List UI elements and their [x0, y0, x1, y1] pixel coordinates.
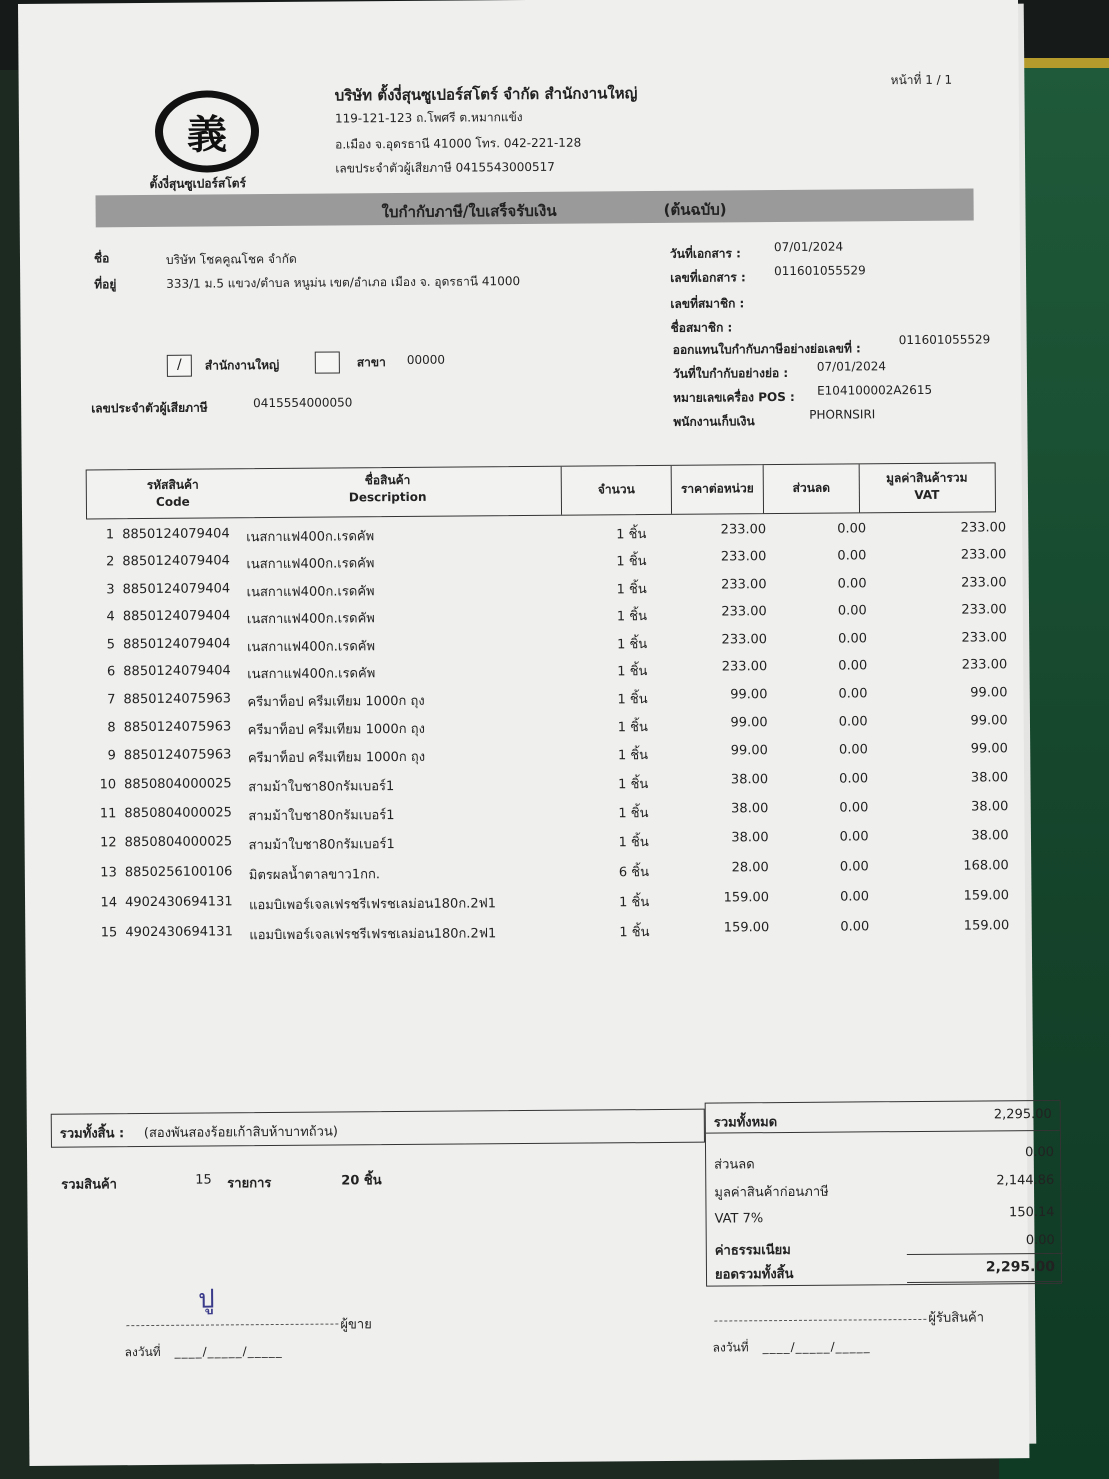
item-discount: 0.00 [837, 521, 867, 537]
pos-number-label: หมายเลขเครื่อง POS : [673, 389, 795, 405]
header-discount-cell [763, 464, 859, 513]
item-quantity: 1 ชิ้น [616, 582, 647, 598]
customer-address-label: ที่อยู่ [94, 277, 117, 292]
buyer-date-blank: ____/_____/_____ [762, 1339, 871, 1355]
item-unit-price: 233.00 [720, 549, 767, 565]
item-description: เนสกาแฟ400ก.เรดคัพ [246, 584, 375, 601]
customer-tax-id-label: เลขประจำตัวผู้เสียภาษี [91, 400, 208, 416]
item-discount: 0.00 [838, 714, 868, 730]
logo-company-name: ตั้งงี่สุนซูเปอร์สโตร์ [149, 176, 247, 191]
buyer-signature-line [714, 1319, 926, 1322]
item-amount: 233.00 [961, 630, 1008, 646]
item-unit-price: 28.00 [731, 860, 769, 876]
pieces-count: 20 ชิ้น [341, 1173, 382, 1189]
item-amount: 233.00 [961, 575, 1007, 591]
row-number: 3 [106, 582, 115, 598]
total-in-words-label: รวมทั้งสิ้น : [59, 1126, 125, 1142]
item-unit-price: 99.00 [730, 715, 768, 731]
item-discount: 0.00 [840, 889, 870, 905]
vat-label: VAT 7% [714, 1211, 764, 1227]
item-unit-price: 233.00 [721, 659, 768, 675]
header-amount-cell [859, 463, 994, 512]
row-number: 14 [100, 895, 118, 911]
pre-vat-value: 2,144.86 [996, 1172, 1055, 1189]
item-quantity: 1 ชิ้น [617, 664, 648, 680]
total-in-words-box [51, 1109, 705, 1148]
item-description: เนสกาแฟ400ก.เรดคัพ [246, 529, 375, 546]
logo-character: 義 [163, 97, 252, 166]
abbreviated-invoice-number: 011601055529 [898, 332, 991, 348]
item-code: 8850256100106 [124, 864, 233, 881]
item-code: 8850804000025 [124, 834, 233, 851]
item-quantity: 1 ชิ้น [619, 925, 650, 941]
header-qty: จำนวน [597, 482, 635, 497]
item-unit-price: 159.00 [723, 920, 770, 936]
seller-signature: ปู [198, 1284, 215, 1315]
item-discount: 0.00 [837, 603, 867, 619]
header-price-cell [671, 465, 763, 514]
table-row [88, 822, 1008, 857]
item-amount: 38.00 [970, 770, 1009, 786]
item-code: 8850124079404 [122, 608, 231, 625]
customer-tax-id: 0415554000050 [253, 395, 353, 411]
header-desc-en: Description [348, 489, 427, 505]
discount-value: 0.00 [1025, 1144, 1055, 1161]
abbreviated-invoice-date: 07/01/2024 [816, 359, 887, 374]
item-code: 8850124075963 [123, 691, 232, 708]
company-name: บริษัท ตั้งงี่สุนซูเปอร์สโตร์ จำกัด สำนักงานใหญ่ [334, 84, 638, 105]
item-unit-price: 233.00 [721, 577, 767, 593]
item-amount: 233.00 [960, 520, 1007, 536]
item-code: 8850804000025 [124, 776, 232, 793]
item-discount: 0.00 [840, 919, 870, 935]
header-code-th: รหัสสินค้า [146, 477, 199, 493]
customer-name: บริษัท โชคคูณโชค จำกัด [165, 251, 297, 267]
item-unit-price: 38.00 [731, 830, 769, 846]
customer-name-label: ชื่อ [93, 251, 110, 266]
table-row [89, 852, 1009, 887]
doc-date: 07/01/2024 [773, 239, 844, 255]
item-discount: 0.00 [839, 829, 869, 845]
item-description: ครีมาท็อป ครีมเทียม 1000ก ถุง [247, 749, 426, 767]
item-quantity: 1 ชิ้น [616, 637, 648, 653]
header-amount-th: มูลค่าสินค้ารวม [885, 470, 968, 486]
item-amount: 168.00 [963, 858, 1009, 874]
seller-label: ผู้ขาย [340, 1317, 372, 1333]
company-address-line1: 119-121-123 ถ.โพศรี ต.หมากแข้ง [334, 110, 523, 126]
item-code: 8850124079404 [122, 526, 230, 543]
header-code-desc-cell [87, 467, 561, 519]
item-description: สามม้าใบชา80กรัมเบอร์1 [248, 779, 395, 796]
item-code: 8850804000025 [124, 805, 232, 822]
item-unit-price: 233.00 [721, 632, 768, 648]
item-amount: 99.00 [970, 713, 1008, 729]
table-row [89, 912, 1009, 947]
item-description: แอมบิเพอร์เจลเฟรชรีเฟรชเลม่อน180ก.2ฟ1 [249, 926, 497, 944]
row-number: 2 [106, 554, 115, 570]
item-description: เนสกาแฟ400ก.เรดคัพ [246, 611, 375, 628]
item-description: ครีมาท็อป ครีมเทียม 1000ก ถุง [247, 721, 425, 739]
row-number: 9 [107, 748, 116, 764]
head-office-label: สำนักงานใหญ่ [204, 357, 280, 373]
branch-checkbox[interactable] [315, 351, 340, 373]
item-quantity: 1 ชิ้น [616, 527, 647, 543]
item-unit-price: 38.00 [730, 772, 769, 788]
discount-label: ส่วนลด [714, 1157, 755, 1173]
customer-address: 333/1 ม.5 แขวง/ตำบล หนูม่น เขต/อำเภอ เมือง จ. อุดรธานี 41000 [166, 274, 521, 291]
buyer-label: ผู้รับสินค้า [928, 1310, 985, 1326]
item-discount: 0.00 [838, 686, 868, 702]
item-code: 8850124079404 [122, 553, 230, 570]
item-amount: 159.00 [963, 918, 1010, 934]
row-number: 15 [100, 925, 118, 941]
doc-number: 011601055529 [774, 263, 866, 279]
row-number: 10 [99, 777, 117, 793]
header-code-en: Code [155, 494, 190, 509]
document-copy-type: (ต้นฉบับ) [663, 200, 727, 219]
seller-signature-line [126, 1324, 338, 1327]
row-number: 8 [107, 720, 116, 736]
header-discount: ส่วนลด [792, 480, 831, 495]
item-discount: 0.00 [838, 658, 868, 674]
pre-vat-row [714, 1172, 1055, 1201]
item-amount: 38.00 [971, 828, 1009, 844]
item-quantity: 6 ชิ้น [618, 865, 650, 881]
item-description: สามม้าใบชา80กรัมเบอร์1 [248, 837, 395, 854]
net-underline-1 [907, 1281, 1063, 1283]
item-discount: 0.00 [838, 631, 868, 647]
item-discount: 0.00 [839, 859, 869, 875]
header-amount-en: VAT [914, 487, 940, 502]
member-name-label: ชื่อสมาชิก : [670, 320, 733, 335]
fee-value: 0.00 [1025, 1232, 1055, 1249]
row-number: 4 [106, 609, 115, 625]
vat-value: 150.14 [1008, 1204, 1055, 1221]
totals-box [705, 1100, 1062, 1287]
item-amount: 99.00 [970, 741, 1008, 757]
item-discount: 0.00 [839, 800, 869, 816]
fee-label: ค่าธรรมเนียม [714, 1242, 791, 1259]
discount-row [714, 1144, 1055, 1173]
item-description: เนสกาแฟ400ก.เรดคัพ [247, 666, 376, 683]
company-tax-id: เลขประจำตัวผู้เสียภาษี 0415543000517 [335, 159, 555, 176]
doc-date-label: วันที่เอกสาร : [669, 246, 741, 261]
item-description: แอมบิเพอร์เจลเฟรชรีเฟรชเลม่อน180ก.2ฟ1 [249, 896, 497, 914]
item-unit-price: 233.00 [721, 604, 767, 620]
item-code: 8850124075963 [123, 747, 232, 764]
item-quantity: 1 ชิ้น [617, 748, 649, 764]
company-logo [155, 90, 260, 173]
abbreviated-invoice-number-label: ออกแทนใบกำกับภาษีอย่างย่อเลขที่ : [672, 341, 861, 357]
tax-invoice-document [18, 0, 1056, 1466]
table-row [89, 882, 1009, 917]
item-amount: 99.00 [970, 685, 1008, 701]
doc-number-label: เลขที่เอกสาร : [670, 270, 746, 285]
item-description: มิตรผลน้ำตาลขาว1กก. [248, 867, 381, 884]
seller-date-label: ลงวันที่ [124, 1344, 161, 1360]
items-total-label: รวมสินค้า [61, 1177, 118, 1193]
pos-number: E104100002A2615 [817, 382, 933, 398]
item-discount: 0.00 [837, 576, 867, 592]
item-code: 8850124079404 [122, 581, 231, 598]
item-quantity: 1 ชิ้น [617, 692, 648, 708]
branch-number: 00000 [406, 352, 446, 367]
items-unit: รายการ [227, 1176, 272, 1192]
item-quantity: 1 ชิ้น [616, 554, 647, 570]
item-unit-price: 38.00 [731, 801, 769, 817]
item-code: 8850124075963 [123, 719, 232, 736]
item-code: 8850124079404 [123, 663, 231, 680]
item-discount: 0.00 [838, 742, 868, 758]
document-title: ใบกำกับภาษี/ใบเสร็จรับเงิน [381, 201, 557, 222]
company-address-line2: อ.เมือง จ.อุดรธานี 41000 โทร. 042-221-128 [335, 135, 582, 152]
net-total-value: 2,295.00 [985, 1258, 1056, 1276]
header-desc-th: ชื่อสินค้า [364, 472, 411, 488]
item-discount: 0.00 [837, 548, 867, 564]
member-number-label: เลขที่สมาชิก : [670, 296, 745, 311]
row-number: 7 [107, 692, 116, 708]
vat-row [714, 1204, 1055, 1227]
abbreviated-invoice-date-label: วันที่ใบกำกับอย่างย่อ : [672, 365, 789, 381]
item-amount: 233.00 [961, 657, 1008, 673]
header-qty-cell [561, 466, 671, 515]
item-amount: 233.00 [960, 547, 1007, 563]
item-code: 8850124079404 [122, 636, 231, 653]
item-description: เนสกาแฟ400ก.เรดคัพ [247, 639, 376, 656]
header-price: ราคาต่อหน่วย [680, 481, 754, 496]
buyer-date-label: ลงวันที่ [712, 1340, 749, 1355]
item-unit-price: 159.00 [723, 890, 770, 906]
head-office-checkbox[interactable]: / [167, 355, 192, 377]
item-quantity: 1 ชิ้น [618, 777, 649, 793]
grand-total-value: 2,295.00 [993, 1106, 1052, 1123]
item-unit-price: 233.00 [720, 522, 767, 538]
item-code: 4902430694131 [125, 894, 233, 911]
fee-row [714, 1232, 1055, 1262]
row-number: 13 [100, 865, 117, 881]
grand-total-label: รวมทั้งหมด [713, 1115, 778, 1131]
grand-total-row [706, 1106, 1060, 1134]
items-table-header [86, 462, 996, 519]
total-in-words: (สองพันสองร้อยเก้าสิบห้าบาทถ้วน) [143, 1124, 338, 1142]
item-description: สามม้าใบชา80กรัมเบอร์1 [248, 808, 395, 825]
items-count: 15 [195, 1172, 212, 1188]
item-amount: 38.00 [971, 799, 1009, 815]
row-number: 6 [106, 664, 116, 680]
cashier-label: พนักงานเก็บเงิน [673, 414, 755, 429]
item-unit-price: 99.00 [730, 743, 768, 759]
cashier-name: PHORNSIRI [809, 407, 876, 422]
item-quantity: 1 ชิ้น [618, 806, 649, 822]
item-description: เนสกาแฟ400ก.เรดคัพ [246, 556, 375, 573]
pre-vat-label: มูลค่าสินค้าก่อนภาษี [714, 1184, 829, 1201]
item-quantity: 1 ชิ้น [616, 609, 648, 625]
row-number: 11 [99, 806, 117, 822]
item-description: ครีมาท็อป ครีมเทียม 1000ก ถุง [247, 693, 425, 711]
item-quantity: 1 ชิ้น [617, 720, 648, 736]
item-unit-price: 99.00 [730, 687, 768, 703]
item-amount: 233.00 [961, 602, 1007, 618]
background-yellow-edge [1019, 58, 1109, 68]
row-number: 1 [105, 527, 115, 543]
item-code: 4902430694131 [125, 924, 233, 941]
net-total-label: ยอดรวมทั้งสิ้น [714, 1266, 794, 1283]
item-quantity: 1 ชิ้น [619, 895, 650, 911]
row-number: 12 [99, 835, 117, 851]
branch-label: สาขา [356, 355, 386, 370]
item-amount: 159.00 [963, 888, 1010, 904]
document-title-bar [96, 189, 974, 228]
row-number: 5 [106, 637, 116, 653]
net-total-row [714, 1258, 1056, 1283]
seller-date-blank: ____/_____/_____ [174, 1343, 283, 1359]
page-number: หน้าที่ 1 / 1 [890, 72, 953, 88]
item-discount: 0.00 [839, 771, 869, 787]
item-quantity: 1 ชิ้น [618, 835, 649, 851]
